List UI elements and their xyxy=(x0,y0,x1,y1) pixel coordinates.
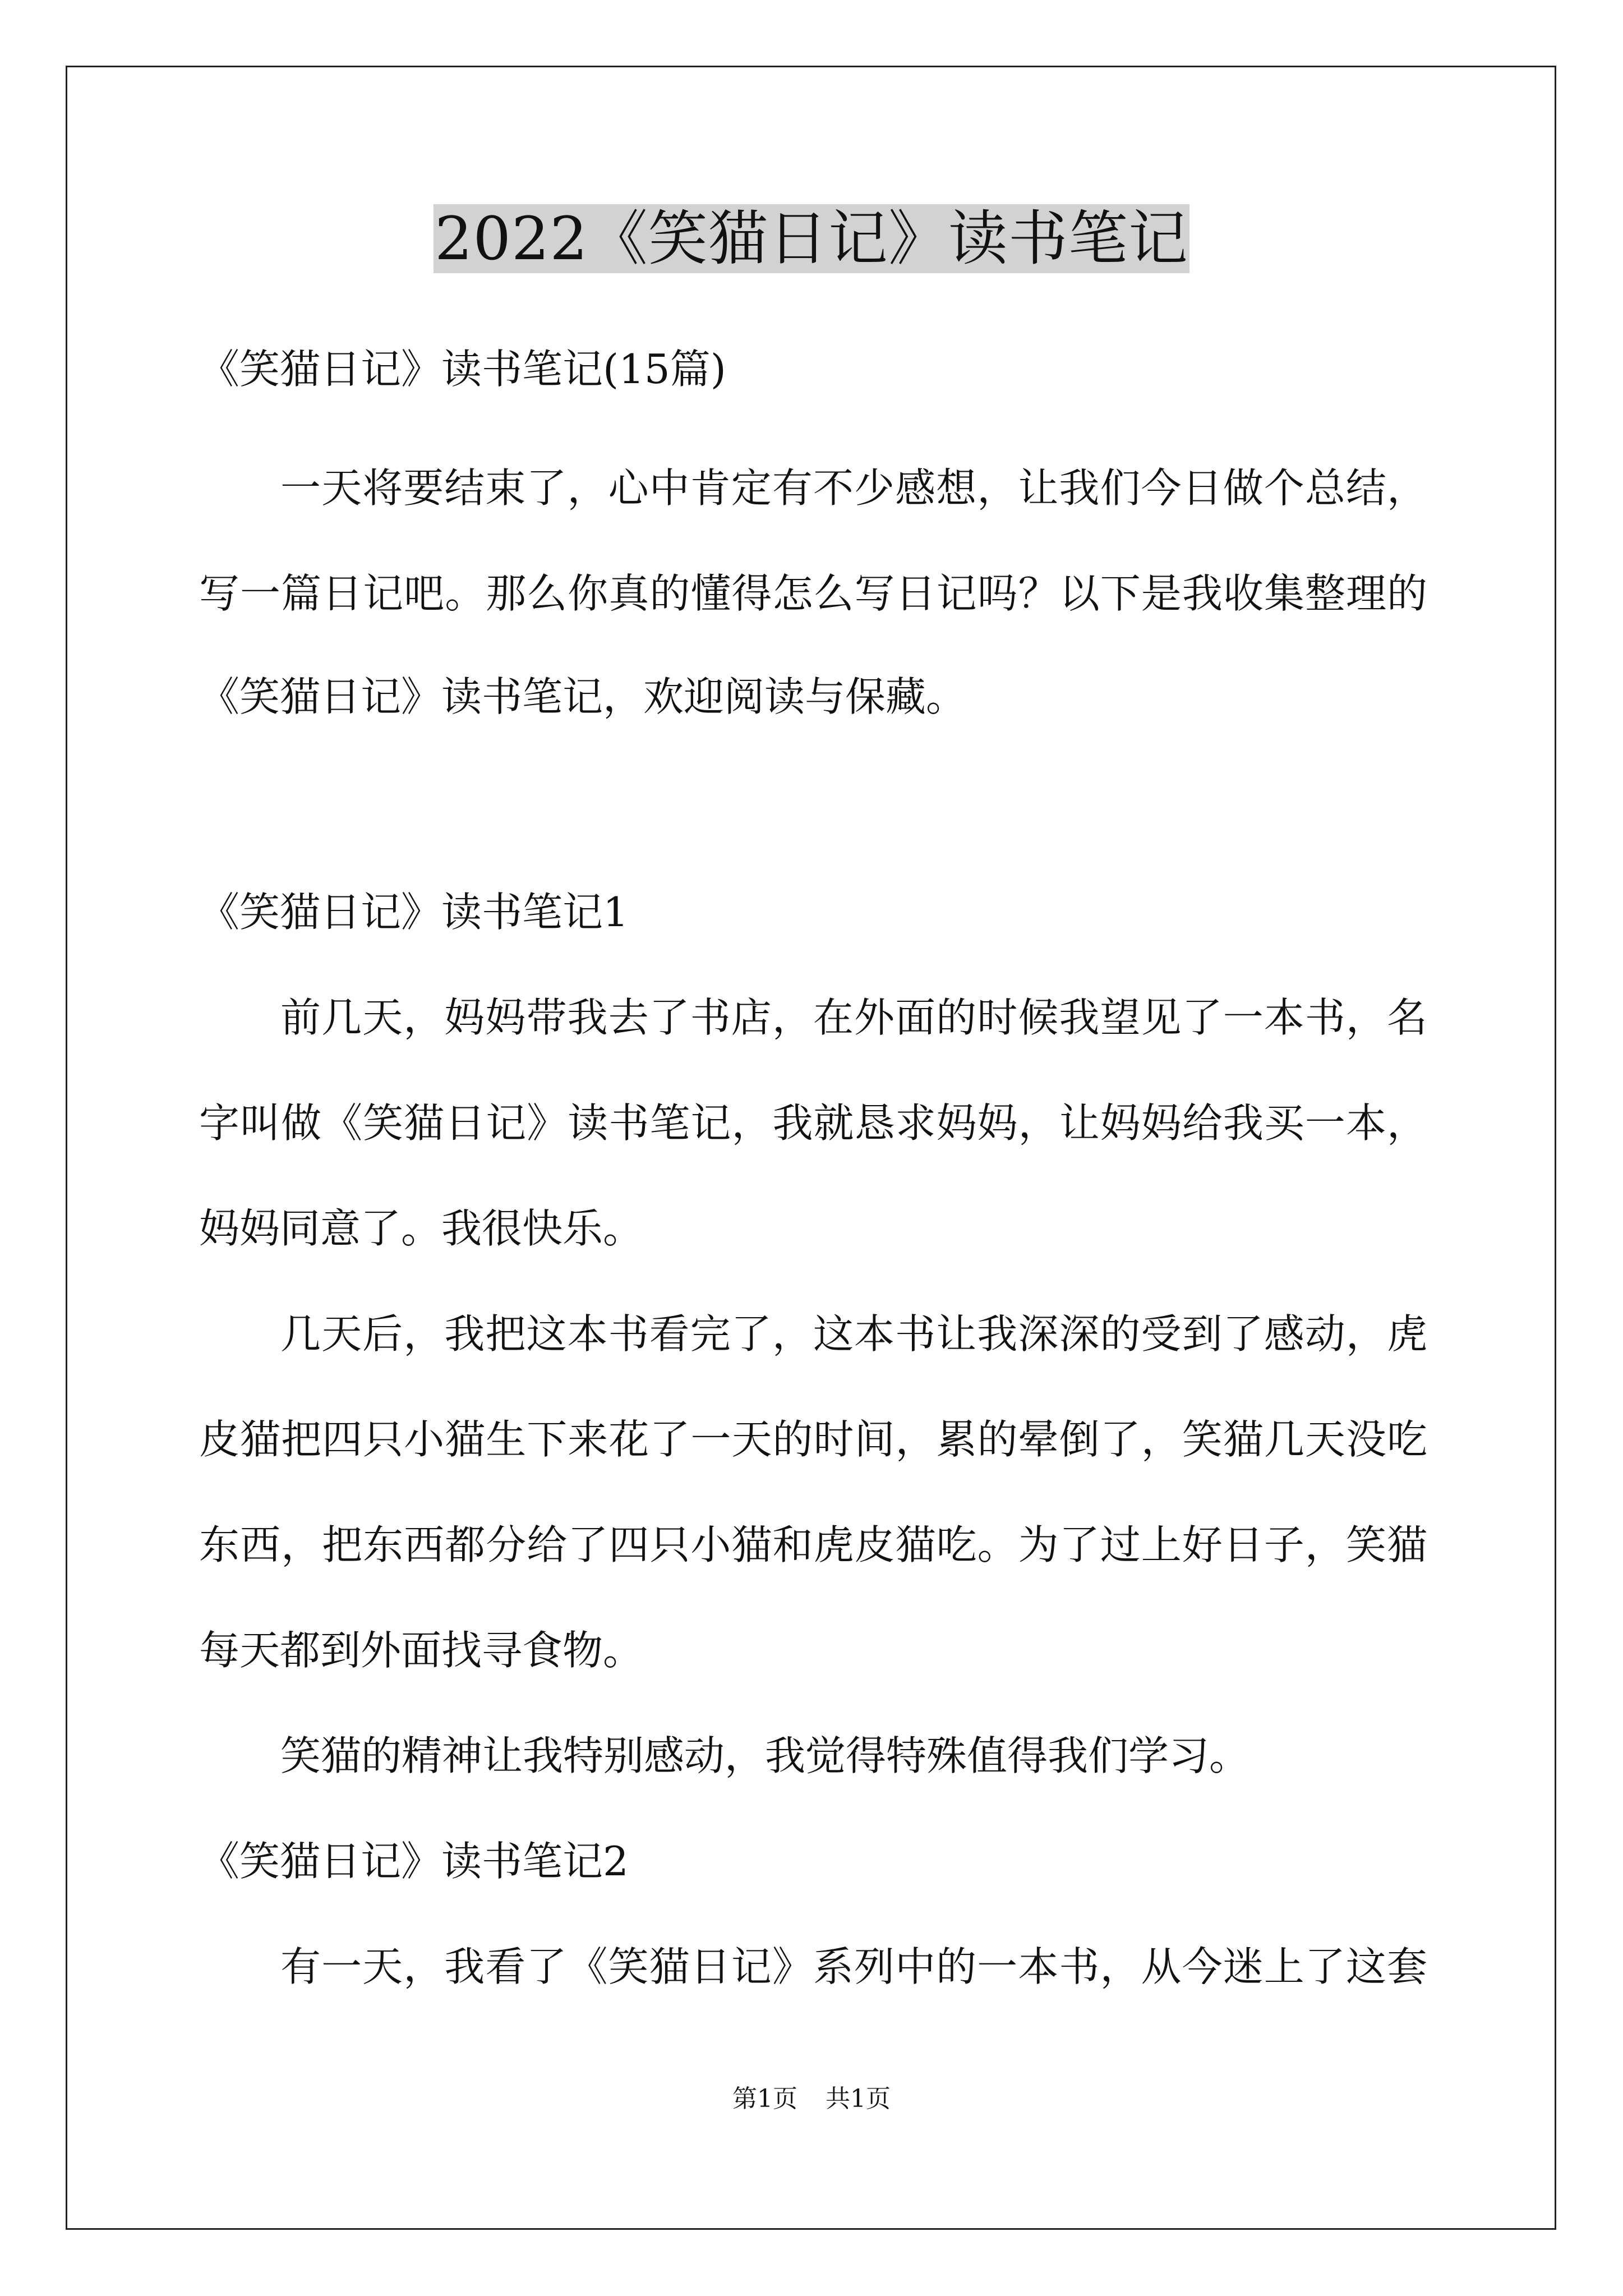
section-1-para-3-line-1: 笑猫的精神让我特别感动，我觉得特殊值得我们学习。 xyxy=(280,1732,1250,1779)
section-2-para-1-line-1: 有一天，我看了《笑猫日记》系列中的一本书，从今迷上了这套 xyxy=(280,1943,1427,1990)
page-number-total: 共1页 xyxy=(826,2085,891,2113)
page-footer xyxy=(0,2082,1623,2116)
document-title xyxy=(0,200,1623,278)
section-1-para-1-line-2: 字叫做《笑猫日记》读书笔记，我就恳求妈妈，让妈妈给我买一本， xyxy=(199,1099,1427,1147)
section-1-para-1-line-3: 妈妈同意了。我很快乐。 xyxy=(199,1205,644,1252)
intro-line-1: 一天将要结束了，心中肯定有不少感想，让我们今日做个总结， xyxy=(280,464,1427,512)
intro-line-3: 《笑猫日记》读书笔记，欢迎阅读与保藏。 xyxy=(199,673,967,720)
document-title-text: 2022《笑猫日记》读书笔记 xyxy=(435,204,1188,273)
section-1-para-2-line-1: 几天后，我把这本书看完了，这本书让我深深的受到了感动，虎 xyxy=(280,1310,1427,1358)
section-1-para-2-line-2: 皮猫把四只小猫生下来花了一天的时间，累的晕倒了，笑猫几天没吃 xyxy=(199,1416,1427,1463)
section-1-para-2-line-3: 东西，把东西都分给了四只小猫和虎皮猫吃。为了过上好日子，笑猫 xyxy=(199,1521,1427,1568)
intro-line-2: 写一篇日记吧。那么你真的懂得怎么写日记吗？以下是我收集整理的 xyxy=(199,570,1427,617)
section-1-para-1-line-1: 前几天，妈妈带我去了书店，在外面的时候我望见了一本书，名 xyxy=(280,994,1427,1041)
section-2-heading: 《笑猫日记》读书笔记2 xyxy=(199,1838,629,1885)
subtitle: 《笑猫日记》读书笔记(15篇) xyxy=(199,346,726,393)
section-1-para-2-line-4: 每天都到外面找寻食物。 xyxy=(199,1627,644,1674)
page-number-current: 第1页 xyxy=(732,2085,797,2113)
section-1-heading: 《笑猫日记》读书笔记1 xyxy=(199,889,629,936)
